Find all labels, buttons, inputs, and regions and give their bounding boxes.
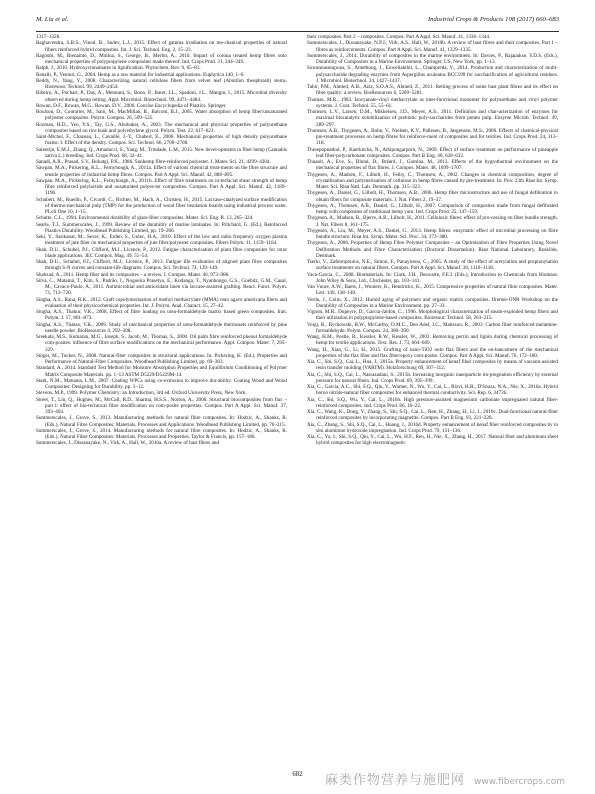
reference-entry: Salentijn, E.M.J., Zhang, Q., Amaducci, S., Yang, M., Trindade, L.M., 2015. New devel-opments in fiber hemp (Cannabis sativa L.) breeding. Ind. Crops Prod. 68, 32–41. (36, 146, 287, 159)
reference-entry: Summerscales, J., Dissanayake, N.P.J., Virk, A.S., Hall, W., 2010b. A review of bast fibres and their composites. Part 1 – fibres as reinforcements. Compos. Part A Appl. Sci. Manuf. 41, 1329–1335. (307, 40, 558, 53)
reference-entry: Xia, C., Zhang, S., Shi, S.Q., Cai, L., Huang, J., 2016d. Property enhancement of kenaf fiber reinforced composites by in situ aluminum hydroxide impregnation. Ind. Crops Prod. 79, 131–136. (307, 421, 558, 434)
reference-entry: 1317–1328. (36, 34, 61, 40)
reference-entry: Street, T., Lin, Q., Hughes, M., McCall, R.D., Sharma, H.S.S., Norton, A., 2006. Structural biocomposites from flax – part I: effect of bio-technical fibre modification on com-posite properties. Compos. Part A Appl. Sci. Manuf. 37, 393–404. (36, 396, 287, 415)
reference-entry: Xia, C., Shi, S.Q., Wu, Y., Cai, L., 2016b. High pressure-assisted magnesium carbonate impregnated natural fiber-reinforced composites. Ind. Crops Prod. 86, 16–22. (307, 396, 558, 409)
reference-entry: Singha, A.S., Thakur, V.K., 2008. Effect of fibre loading on urea-formaldehyde matrix based green composites. Iran. Polym. J. 17, 861–873. (36, 309, 287, 322)
reference-entry: Verdu, J., Colin, X., 2012. Humid aging of polymers and organic matrix composites. Ifremer-ONR Workshop on the Durability of Composites in a Marine Environment. pp. 27–33. (307, 296, 558, 309)
reference-entry: Schutte, C.L., 1994. Environmental durability of glass-fiber composites. Mater. Sci. Eng. R. 13, 265–324. (36, 215, 254, 222)
reference-entry: Sawpan, M.A., Pickering, K.L., Fernyhough, A., 2011a. Effect of various chemical treat-ments on the fibre structure and tensile properties of industrial hemp fibres. Compos. Part A Appl. Sci. Manuf. 42, 888–895. (36, 165, 287, 178)
reference-entry: Xia, C., Shi, S.Q., Cai, L., Nasrazadani, S., 2015b. Increasing inorganic nanoparticle im-pregnation efficiency by external pressure for natural fibers. Ind. Crops Prod. 69, 395–399. (307, 371, 558, 384)
reference-entry: Wang, H., Xian, G., Li, H., 2015. Grafting of nano-TiO2 onto flax fibers and the en-hancement of the mechanical properties of the flax fiber and flax fiber/epoxy com-posite. Compos. Part A Appl. Sci. Manuf. 76, 172–180. (307, 346, 558, 359)
reference-entry: Voigt, B., Bychowski, B.W., McCarthy, D.M.C., Den Adel, J.C., Mattsson, R., 2003. Carbon fiber reinforced melamine-formaldehyde. Polym. Compos. 24, 380–390. (307, 321, 558, 334)
reference-entry: Stöger, M., Tucker, N., 2008. Natural-fiber composites in structural applications. In: Pickering, K. (Ed.), Properties and Performance of Natural-Fiber Composites. Woodhead Publishing Limited, pp. 69–303. (36, 352, 287, 365)
reference-entry: Thygesen, A., Madsen, F., Lilholt, H., Felby, C., Thomsen, A., 2002. Changes in chemical composition, degree of crystallisation and polymerisation of cellulose in hemp fibres caused by pre-treatment. In: Proc 23th Risø Int. Symp. Mater. Sci. Risø Natl. Lab. Denmark. pp. 315–323. (307, 171, 558, 190)
reference-entry: Thomsen, A.B., Thygesen, A., Bohn, V., Nielsen, K.V., Pallesen, B., Jørgensen, M.S., 2006. Effects of chemical-physical pre-treatment processes on hemp fibres for reinforce-ment of composites and for textiles. Ind. Crops Prod. 24, 113–118. (307, 127, 558, 147)
reference-column-left (36, 34, 287, 447)
reference-entry: Reddy, N., Yang, Y., 2008. Characterizing natural cellulose fibers from velvet leaf (Abutilon theophrasti) stems. Bioresour. Technol. 99, 2449–2454. (36, 77, 287, 90)
reference-entry: Schubert, M., Ruedin, P., Civardi, C., Richter, M., Hach, A., Christen, H., 2015. Laccase-catalyzed surface modification of thermo-mechanical pulp (TMP) for the production of wood fiber insulation boards using industrial process water. PLoS One 10, 1–15. (36, 196, 287, 215)
reference-entry: Thuault, A., Eve, S., Blond, D., Bréard, J., Gomina, M., 2013. Effects of the hygrothermal environment on the mechanical properties of flax fibres. J. Compos. Mater. 48, 1699–1707. (307, 159, 558, 172)
reference-entry: Searle, T.J., Summerscales, J., 1999. Review of the durability of marine laminates. In: Pritchard, G. (Ed.), Reinforced Plastics Durability. Woodhead Publishing Limited, pp. 19–266. (36, 221, 287, 234)
reference-entry: Stark, N.M., Matuana, L.M., 2007. Coating WPCs using co-extrusion to improve dur-ability. Coating Wood and Wood Composites: Designing for Durability. pp. 1–12. (36, 377, 287, 390)
watermark-chinese: 麻类作物营养与施肥网 (324, 773, 465, 788)
reference-entry: Stevens, M.P., 1999. Polymer Chemistry: an Introduction, 3rd ed. Oxford University Press, New York. (36, 390, 247, 397)
reference-entry: Suwannasungwan, S., Amethong, J., Euweliakthit, L., Champreda, V., 2014. Production and characterization of multi-polysaccharide degrading enzymes from Aspergillus aculeatus BCC199 for saccharification of agricultural residues. J. Microbiol. Biotechnol. 24, 1427–1437. (307, 65, 558, 84)
reference-entry: Saint-Michel, F., Chazeau, L., Cavaillé, J.-Y., Chabert, E., 2006. Mechanical properties of high density polyurethane foams: I. Effect of the density. Compos. Sci. Technol. 66, 2700–2708. (36, 134, 287, 147)
reference-entry: Summerscales, J., Dissanayake, N., Virk, A., Hall, W., 2010a. A review of bast fibres and (36, 440, 220, 447)
reference-entry: Shah, D.U., Schubel, P.J., Clifford, M.J., Licence, P., 2012. Fatigue characterisation of plant fibre composites for rotor blade applications. JEC Compos. Mag. 49, 51–54. (36, 246, 287, 259)
reference-entry: Xia, C., Shi, S.Q., Cai, L., Hua, J., 2015a. Property enhancement of kenaf fiber composites by means of vacuum-assisted resin transfer molding (VARTM). Holzforschung 69, 307–312. (307, 359, 558, 372)
reference-entry: Vaca-Garcia, C., 2008. Biomaterials. In: Clark, J.H., Deswarte, F.E.I. (Eds.), Introduction to Chemicals from Biomass. John Wiley & Sons, Ltd., Chichester, pp. 103–141. (307, 271, 558, 284)
reference-entry: Tserki, V., Zafeiropoulos, N.E., Simon, F., Panayiotou, C., 2005. A study of the effect of acetylation and propionylation surface treatments on natural fibres. Compos. Part A Appl. Sci. Manuf. 36, 1110–1118. (307, 259, 558, 272)
reference-entry: Rouison, D., Couturier, M., Sain, M., MacMillan, B., Balcom, B.J., 2005. Water absorption of hemp fiber/unsaturated polyester composites. Polym. Compos. 26, 509–525. (36, 109, 287, 122)
reference-entry: Xia, C., Wang, K., Dong, Y., Zhang, S., Shi, S.Q., Cai, L., Ren, H., Zhang, H., Li, J., 2016c. Dual-functional natural-fiber reinforced composites by incorporating magnetite. Compos. Part B Eng. 93, 221–228. (307, 409, 558, 422)
reference-entry: Xia, C., Yu, J., Shi, S.Q., Qiu, Y., Cai, L., Wu, H.F., Ren, H., Nie, X., Zhang, H., 2017. Natural fiber and aluminum sheet hybrid composites for high electromagnetic (307, 434, 558, 447)
reference-entry: Wang, H.M., Postle, R., Kessler, R.W., Kessler, W., 2003. Removing pectin and lignin during chemical processing of hemp for textile applications. Text. Res. J. 73, 664–669. (307, 334, 558, 347)
reference-entry: Thomsen, L.V., Larsen, D.M., Mikkelsen, J.D., Meyer, A.S., 2011. Definition and char-acterization of enzymes for maximal biocatalytic solubilization of prebiotic poly-saccharides from potato pulp. Enzyme Microb. Technol. 49, 289–297. (307, 109, 558, 128)
reference-entry: Threepopnatkul, P., Kaerkitcha, N., Athipongarporn, N., 2009. Effect of surface treatment on performance of pineapple leaf fiber-polycarbonate composites. Compos. Part B Eng. 40, 628–632. (307, 146, 558, 159)
reference-entry: Xia, C., Garcia, A.C., Shi, S.Q., Qiu, Y., Warner, N., Wu, Y., Cai, L., Rizvi, H.R., D'Souza, N.A., Nie, X., 2016a. Hybrid boron nitride-natural fiber composites for enhanced thermal conductivity. Sci. Rep. 6, 34726. (307, 384, 558, 397)
reference-entry: Thygesen, A., 2006. Properties of Hemp Fibre Polymer Composites – an Optimisation of Fibre Properties Using Novel Defibration Methods and Fibre Characterisation (Doctoral Dissertation). Risø National Laboratory, Roskilde, Denmark. (307, 240, 558, 259)
reference-entry: Tahir, P.M., Ahmed, A.B., Aziz, S.O.A.S., Ahmed, Z., 2011. Retting process of some bast plant fibres and its effect on fibre quality: a review. BioResources 6, 5260–5281. (307, 84, 558, 97)
header-journal: Industrial Crops & Products 108 (2017) 660–683 (427, 16, 559, 23)
reference-entry: Silva, C., Matamá, T., Kim, S., Padrão, J., Nogueira Prasetyo, E., Kudanga, T., Nyanhongo, G.S., Guebitz, G.M., Casal, M., Cavaco-Paulo, A., 2011. Antimicrobial and antioxidant linen via laccase-assisted grafting. React. Funct. Polym. 71, 713–720. (36, 277, 287, 297)
reference-entry: Ralph, J., 2010. Hydroxycinnamates in lignification. Phytochem. Rev. 9, 65–83. (36, 65, 201, 72)
reference-entry: their composites. Part 2 – composites. Compos. Part A Appl. Sci. Manuf. 41, 1336–1344. (307, 34, 491, 40)
reference-entry: Seki, Y., Sarikanat, M., Sever, K., Erden, S., Gulec, H.A., 2010. Effect of the low and radio frequency oxygen plasma treatment of jute fiber on mechanical properties of jute fiber/polyester composites. Fibers Polym. 11, 1159–1164. (36, 234, 287, 247)
reference-entry: Thygesen, A., Daniel, G., Lilholt, H., Thomsen, A.B., 2006. Hemp fiber microstructure and use of fungal defibration to obtain fibers for composite materials. J. Nat. Fibers 2, 19–37. (307, 190, 558, 203)
reference-entry: Standard, A., 2014. Standard Test Method for Moisture Absorption Properties and Equilibrium Conditioning of Polymer Matrix Composite Materials. pp. 1–13 ASTM D5229/D5229M-14. (36, 365, 287, 378)
reference-column-right (307, 34, 558, 447)
reference-entry: Ranalli, P., Venturi, G., 2004. Hemp as a raw material for industrial applications. Euphytica 140, 1–6. (36, 71, 245, 78)
watermark (325, 769, 565, 788)
reference-entry: Vignon, M.R., Dupeyre, D., Garcia-Jaldon, C., 1996. Morphological characterization of steam-exploded hemp fibers and their utilization in polypropylene-based composites. Bioresour. Technol. 58, 203–215. (307, 309, 558, 322)
reference-entry: Sawpan, M.A., Pickering, K.L., Fernyhough, A., 2011b. Effect of fibre treatments on in-terfacial shear strength of hemp fibre reinforced polylactide and unsaturated polyes-ter composites. Compos. Part A Appl. Sci. Manuf. 42, 1189–1196. (36, 177, 287, 197)
reference-entry: Summerscales, J., 2014. Durability of composites in the marine environment. In: Davies, P., Rajapakse, Y.D.S. (Eds.), Durability of Composites in a Marine Environment. Springer, US, New York, pp. 1–13. (307, 52, 558, 65)
reference-entry: Shah, D.U., Schubel, P.J., Clifford, M.J., Licence, P., 2013. Fatigue life evaluation of aligned plant fibre composites through S-N curves and constant-life diagrams. Compos. Sci. Technol. 74, 139–149. (36, 259, 287, 272)
reference-entry: Raghavendra, S.B.S., Vinod, B., Sudev, L.J., 2015. Effect of gamma irradiation on me-chanical properties of natural fibers reinforced hybrid composites. Int. J. Sci. Technol. Eng. 2, 15–23. (36, 40, 287, 53)
reference-entry: Sreekala, M.S., Kumaran, M.G., Joseph, S., Jacob, M., Thomas, S., 2000. Oil palm fibre reinforced phenol formaldehyde com-posites: influence of fibre surface modifications on the mechanical performance. Appl. Compos. Mater. 7, 295–329. (36, 334, 287, 353)
reference-entry: Rozman, H.D., Yeo, Y.S., Tay, G.S., Abubakar, A., 2003. The mechanical and physical properties of polyurethane composites based on rice husk and polyethylene glycol. Polym. Test. 22, 617–623. (36, 121, 287, 134)
reference-entry: Singha, A.S., Thakur, V.K., 2009. Study of mechanical properties of urea-formaldehyde thermosets reinforced by pine needle powder. BioResources 4, 292–308. (36, 321, 287, 334)
page-number: 682 (292, 771, 303, 778)
reference-entry: Summerscales, J., Grove, S., 2014. Manufacturing methods for natural fibre composites. In: Hodzic, A., Shanks, R. (Eds.), Natural Fibre Composites: Materials, Processes and Properties. Taylor & Francis, pp. 157–186. (36, 427, 287, 440)
reference-entry: Singha, A.S., Rana, R.K., 2012. Graft copolymerization of methyl methacrylate (MMA) onto agave americana fibers and evaluation of their physicochemical properties. Int. J. Polym. Anal. Charact. 15, 27–42. (36, 296, 287, 309)
reference-entry: Thygesen, A., Thomsen, A.B., Daniel, G., Lilholt, H., 2007. Comparison of composites made from fungal defibrated hemp with composites of traditional hemp yarn. Ind. Crops Prod. 25, 147–159. (307, 202, 558, 215)
header-authors: M. Liu et al. (36, 16, 69, 23)
reference-entry: Thomas, M.R., 1983. Isocyanate-vinyl methacrylate as inter-functional monomer for polyurethane and vinyl polymer systems. J. Coat. Technol. 55, 55–61. (307, 96, 558, 109)
header-rule (36, 31, 559, 32)
watermark-url: www.fibercrops.com (474, 777, 565, 787)
reference-entry: Thygesen, A., Liu, M., Meyer, A.S., Daniel, G., 2013. Hemp fibres: enzymatic effect of microbial processing on fibre bundle structure. Risø Int. Symp. Mater. Sci. Proc. 34, 373–380. (307, 227, 558, 240)
reference-entry: Van Vuure, A.W., Baets, J., Wouters, K., Hendrickx, K., 2015. Compressive properties of natural fibre composites. Mater. Lett. 149, 138–140. (307, 284, 558, 297)
reference-entry: Shahzad, A., 2011. Hemp fiber and its composites – a review. J. Compos. Mater. 46, 973–986. (36, 271, 230, 278)
reference-entry: Ragoubi, M., Bienaimé, D., Molina, S., George, B., Merlin, A., 2010. Impact of corona treated hemp fibres onto mechanical properties of polypropylene composites made thereof. Ind. Crops Prod. 31, 344–349. (36, 52, 287, 65)
running-header (36, 14, 559, 28)
reference-entry: Sanadi, A.R., Prasad, S.V., Rohatgi, P.K., 1986. Sunhemp fibre-reinforced polyester. J. Mater. Sci. 21, 4299–4304. (36, 159, 271, 165)
reference-entry: Rowan, D.F., Rowan, M.G., Rowan, D.V., 2000. Concise Encyclopedia of Plastics. Springer. (36, 102, 227, 109)
reference-entry: Thygesen, A., Madsen, B., Bjerre, A.B., Lilholt, H., 2011. Cellulosic fibres: effect of pro-cessing on fiber bundle strength. J. Nat. Fibers 8, 161–175. (307, 215, 558, 228)
reference-entry: Summerscales, J., Grove, S., 2013. Manufacturing methods for natural fibre composites. In: Hodzic, A., Shanks, R. (Eds.), Natural Fibre Composites: Materials, Processes and Applications. Woodhead Publishing Limited, pp. 76–215. (36, 415, 287, 428)
reference-entry: Ribeiro, A., Pochart, P., Day, A., Mennuni, S., Bono, P., Baret, J.L., Spadoni, J.L., Mangin, I., 2015. Microbial diversity observed during hemp retting. Appl. Microbiol. Biotechnol. 99, 4471–4484. (36, 90, 287, 103)
